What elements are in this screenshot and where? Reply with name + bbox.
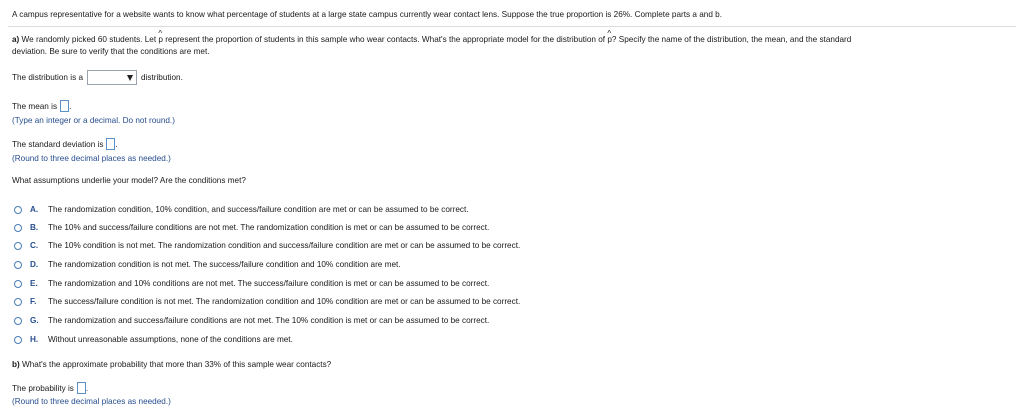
radio-button[interactable] <box>14 224 22 232</box>
option-d[interactable]: D. The randomization condition is not met. The success/failure condition and 10% condition are met. <box>14 260 401 269</box>
part-a-question: a) We randomly picked 60 students. Let ^ p represent the proportion of students in this sample who wear contacts. What's the appropriate model for the distribution of ^ p? Specify the name of the distribution, the mean, and the standard <box>12 35 851 44</box>
part-a-label: a) <box>12 35 20 44</box>
part-b-question: b) What's the approximate probability that more than 33% of this sample wear contacts? <box>12 360 332 369</box>
mean-hint: (Type an integer or a decimal. Do not round.) <box>12 116 175 125</box>
distribution-suffix: distribution. <box>141 73 183 82</box>
option-e[interactable]: E. The randomization and 10% conditions are not met. The success/failure condition is met or can be assumed to be correct. <box>14 279 489 288</box>
part-b-label: b) <box>12 360 20 369</box>
distribution-row <box>12 70 183 85</box>
radio-button[interactable] <box>14 206 22 214</box>
probability-row: The probability is . <box>12 383 89 393</box>
radio-button[interactable] <box>14 261 22 269</box>
mean-input[interactable] <box>60 100 69 112</box>
option-b[interactable]: B. The 10% and success/failure conditions are not met. The randomization condition is met or can be assumed to be correct. <box>14 223 489 232</box>
sd-label: The standard deviation is <box>12 139 104 149</box>
sd-hint: (Round to three decimal places as needed.) <box>12 154 171 163</box>
part-a-question-line2: deviation. Be sure to verify that the conditions are met. <box>12 47 210 56</box>
option-g[interactable]: G. The randomization and success/failure conditions are not met. The 10% condition is met or can be assumed to be correct. <box>14 316 489 325</box>
dropdown-arrow-icon <box>127 75 133 81</box>
p-hat-symbol: ^ p <box>607 35 612 44</box>
assumptions-question: What assumptions underlie your model? Are the conditions met? <box>12 176 246 185</box>
probability-hint: (Round to three decimal places as needed.) <box>12 397 171 406</box>
option-c[interactable]: C. The 10% condition is not met. The randomization condition and success/failure condition are met or can be assumed to be correct. <box>14 241 520 250</box>
divider <box>8 26 1016 27</box>
radio-button[interactable] <box>14 242 22 250</box>
mean-row: The mean is . <box>12 101 72 111</box>
probability-label: The probability is <box>12 383 74 393</box>
option-a[interactable]: A. The randomization condition, 10% condition, and success/failure condition are met or can be assumed to be correct. <box>14 205 469 214</box>
mean-label: The mean is <box>12 101 58 111</box>
radio-button[interactable] <box>14 298 22 306</box>
option-f[interactable]: F. The success/failure condition is not met. The randomization condition and 10% condition are met or can be assumed to be correct. <box>14 297 520 306</box>
p-hat-symbol: ^ p <box>158 35 163 44</box>
option-h[interactable]: H. Without unreasonable assumptions, none of the conditions are met. <box>14 335 293 344</box>
radio-button[interactable] <box>14 317 22 325</box>
radio-button[interactable] <box>14 336 22 344</box>
distribution-label: The distribution is a <box>12 73 83 82</box>
probability-input[interactable] <box>77 382 86 394</box>
problem-statement: A campus representative for a website wants to know what percentage of students at a large state campus currently wear contact lens. Suppose the true proportion is 26%. Complete parts a and b. <box>12 10 722 19</box>
radio-button[interactable] <box>14 280 22 288</box>
sd-row: The standard deviation is . <box>12 139 118 149</box>
sd-input[interactable] <box>106 138 115 150</box>
distribution-dropdown[interactable] <box>87 70 137 85</box>
